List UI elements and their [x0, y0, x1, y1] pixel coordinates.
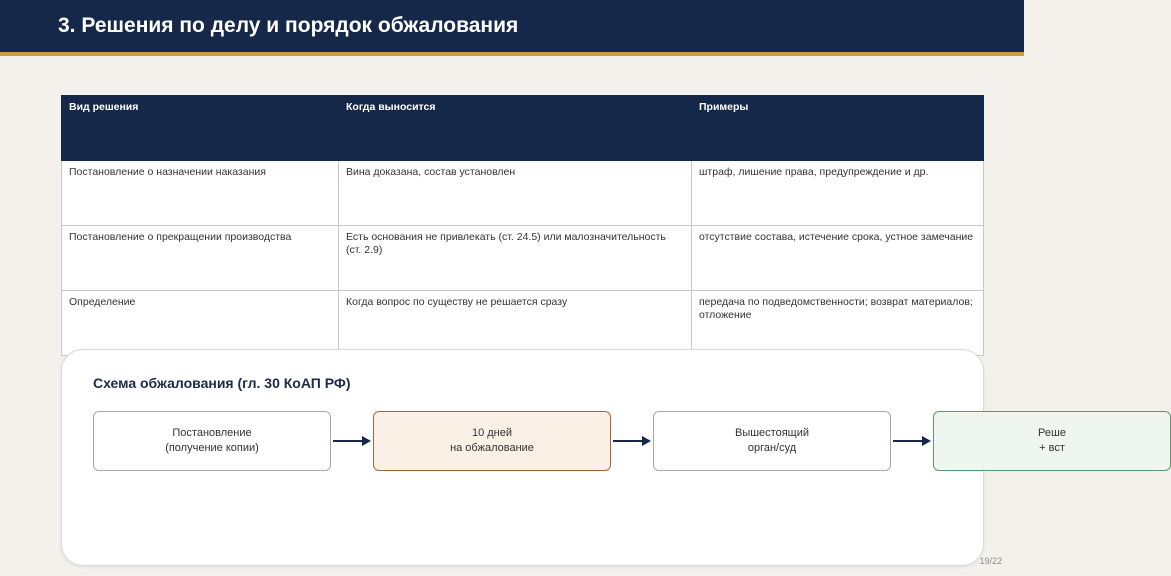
scheme-title: Схема обжалования (гл. 30 КоАП РФ) — [93, 375, 351, 391]
table-cell: Есть основания не привлекать (ст. 24.5) или малозначительность (ст. 2.9) — [339, 226, 692, 291]
step-line: Реше — [1038, 427, 1066, 439]
column-header-examples: Примеры — [692, 96, 984, 161]
step-higher-authority — [653, 411, 891, 471]
decisions-table — [61, 95, 984, 356]
step-appeal-period — [373, 411, 611, 471]
step-line: Вышестоящий — [734, 427, 809, 439]
arrow-right-icon — [612, 434, 652, 448]
table-cell: Когда вопрос по существу не решается сразу — [339, 291, 692, 356]
arrow-right-icon — [892, 434, 932, 448]
page-number: 19/22 — [979, 556, 1002, 566]
table-cell: штраф, лишение права, предупреждение и др. — [692, 161, 984, 226]
column-header-type: Вид решения — [62, 96, 339, 161]
column-header-when: Когда выносится — [339, 96, 692, 161]
table-header-row — [62, 96, 984, 161]
step-resolution — [93, 411, 331, 471]
step-line: на обжалование — [450, 442, 534, 454]
step-line: (получение копии) — [165, 442, 259, 454]
step-decision — [933, 411, 1171, 471]
step-line: + вст — [1039, 442, 1065, 454]
table-cell: Постановление о назначении наказания — [62, 161, 339, 226]
table-row — [62, 226, 984, 291]
step-line: 10 дней — [471, 427, 513, 439]
step-line: Постановление — [172, 427, 252, 439]
table-cell: отсутствие состава, истечение срока, устное замечание — [692, 226, 984, 291]
table-cell: передача по подведомственности; возврат материалов; отложение — [692, 291, 984, 356]
table-row — [62, 291, 984, 356]
table-cell: Постановление о прекращении производства — [62, 226, 339, 291]
table-cell: Вина доказана, состав установлен — [339, 161, 692, 226]
table-cell: Определение — [62, 291, 339, 356]
title-bar — [0, 0, 1024, 56]
table-row — [62, 161, 984, 226]
step-line: орган/суд — [747, 442, 797, 454]
slide-title: 3. Решения по делу и порядок обжалования — [58, 14, 519, 37]
arrow-right-icon — [332, 434, 372, 448]
